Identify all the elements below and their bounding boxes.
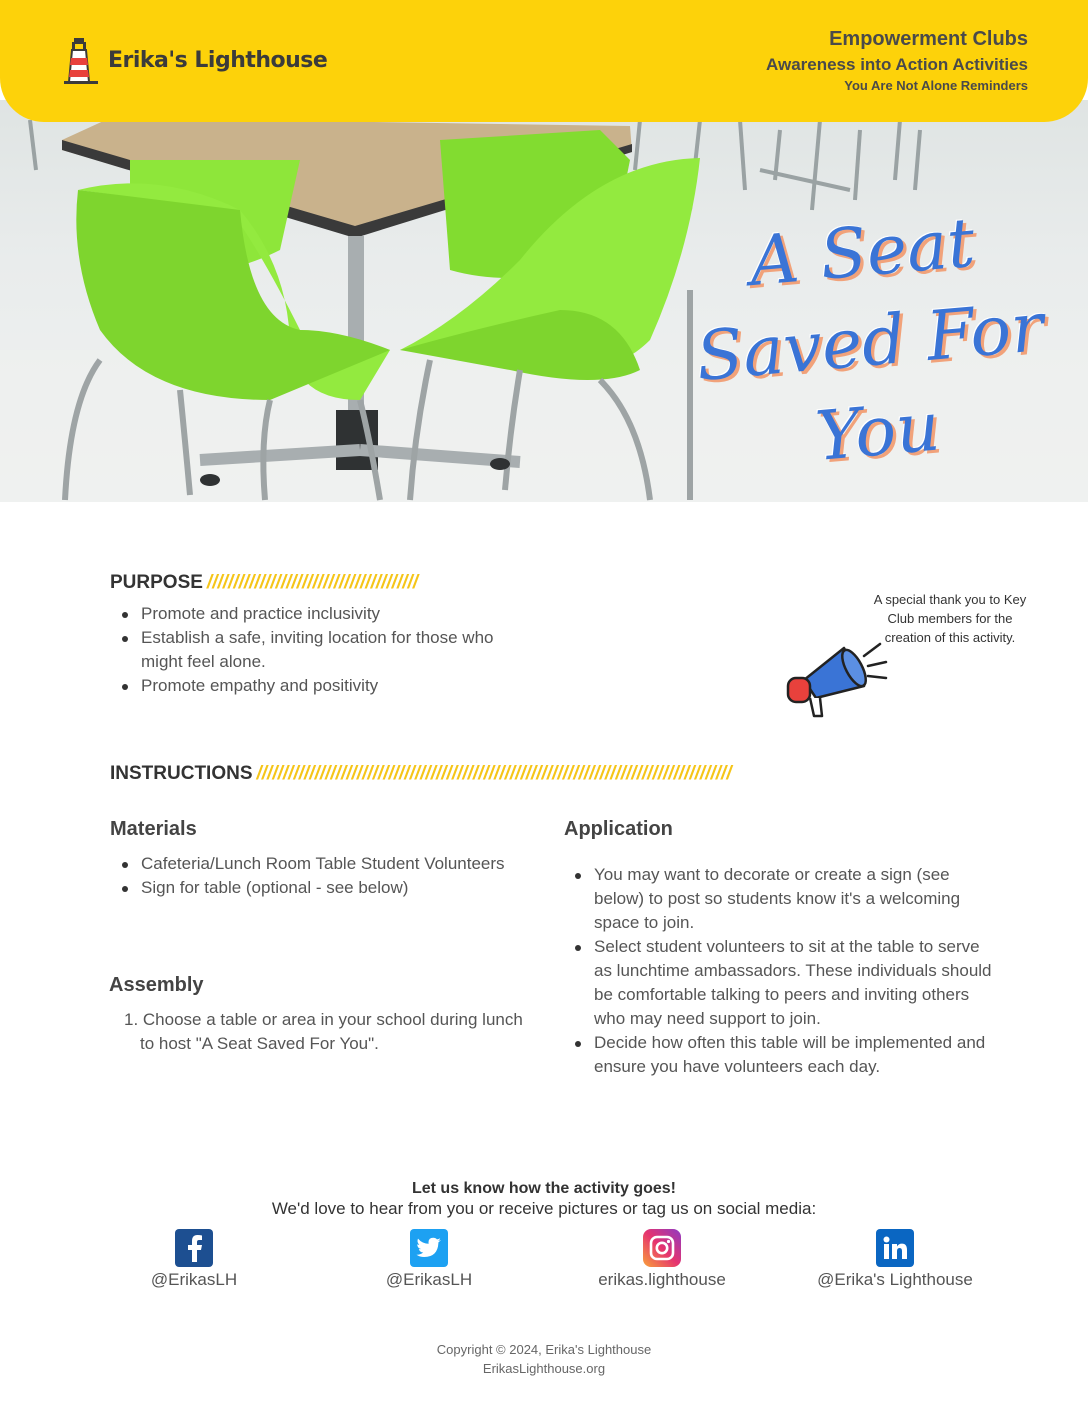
- hero-title-line1: A Seat: [746, 203, 978, 303]
- header-titles: [766, 28, 1028, 93]
- logo-text: Erika's Lighthouse: [108, 47, 328, 73]
- list-item: Promote empathy and positivity: [110, 674, 530, 698]
- list-item: Decide how often this table will be implemented and ensure you have volunteers each day.: [563, 1031, 993, 1079]
- list-item: Sign for table (optional - see below): [110, 876, 550, 900]
- materials-list: [110, 852, 550, 900]
- cta-heading: Let us know how the activity goes!: [411, 1180, 677, 1197]
- instructions-heading: [110, 763, 732, 785]
- list-item: Promote and practice inclusivity: [110, 602, 530, 626]
- lighthouse-icon: [62, 34, 102, 86]
- instructions-heading-text: INSTRUCTIONS: [110, 763, 253, 784]
- social-linkedin[interactable]: [795, 1229, 995, 1290]
- copyright-text: Copyright © 2024, Erika's Lighthouse: [436, 1342, 652, 1357]
- header-banner: [0, 0, 1088, 122]
- twitter-handle[interactable]: @ErikasLH: [385, 1270, 473, 1289]
- header-tagline: You Are Not Alone Reminders: [844, 78, 1028, 93]
- facebook-handle[interactable]: @ErikasLH: [150, 1270, 238, 1289]
- hero-image: [0, 100, 1088, 502]
- copyright: [0, 1340, 1088, 1378]
- list-item: Establish a safe, inviting location for those who might feel alone.: [110, 626, 530, 674]
- hero-title-line2: Saved For: [693, 287, 1047, 398]
- instructions-divider: //////////////////////////////////////////////////////////////////////////////////////////: [256, 763, 732, 784]
- linkedin-icon[interactable]: [876, 1229, 914, 1267]
- materials-heading: Materials: [110, 818, 197, 840]
- footer-cta: [0, 1180, 1088, 1219]
- list-item: Select student volunteers to sit at the table to serve as lunchtime ambassadors. These individuals should be comfortable talking to peers and inviting others who may need support to join.: [563, 935, 993, 1031]
- website-link[interactable]: ErikasLighthouse.org: [482, 1361, 606, 1376]
- purpose-list: [110, 602, 530, 698]
- thanks-note: A special thank you to Key Club members for the creation of this activity.: [873, 592, 1027, 645]
- instagram-icon[interactable]: [643, 1229, 681, 1267]
- social-twitter[interactable]: [329, 1229, 529, 1290]
- hero-title-line3: You: [812, 387, 943, 477]
- logo[interactable]: [62, 34, 327, 86]
- megaphone-icon: [782, 636, 894, 722]
- header-subtitle: Awareness into Action Activities: [766, 55, 1028, 74]
- facebook-icon[interactable]: [175, 1229, 213, 1267]
- purpose-heading-text: PURPOSE: [110, 572, 203, 593]
- twitter-icon[interactable]: [410, 1229, 448, 1267]
- social-facebook[interactable]: [94, 1229, 294, 1290]
- linkedin-handle[interactable]: @Erika's Lighthouse: [817, 1270, 973, 1289]
- assembly-list: [110, 1008, 530, 1056]
- list-item: 1. Choose a table or area in your school during lunch to host "A Seat Saved For You".: [124, 1010, 523, 1053]
- assembly-heading: Assembly: [109, 974, 204, 996]
- application-list: [563, 863, 993, 1079]
- purpose-divider: ////////////////////////////////////////: [206, 572, 419, 593]
- application-heading: Application: [564, 818, 673, 840]
- list-item: You may want to decorate or create a sign (see below) to post so students know it's a welcoming space to join.: [563, 863, 993, 935]
- hero-title: [649, 190, 1088, 496]
- instagram-handle[interactable]: erikas.lighthouse: [598, 1270, 726, 1289]
- cta-text: We'd love to hear from you or receive pictures or tag us on social media:: [271, 1199, 817, 1218]
- purpose-heading: [110, 572, 418, 594]
- list-item: Cafeteria/Lunch Room Table Student Volunteers: [110, 852, 550, 876]
- social-instagram[interactable]: [562, 1229, 762, 1290]
- header-title: Empowerment Clubs: [829, 28, 1028, 50]
